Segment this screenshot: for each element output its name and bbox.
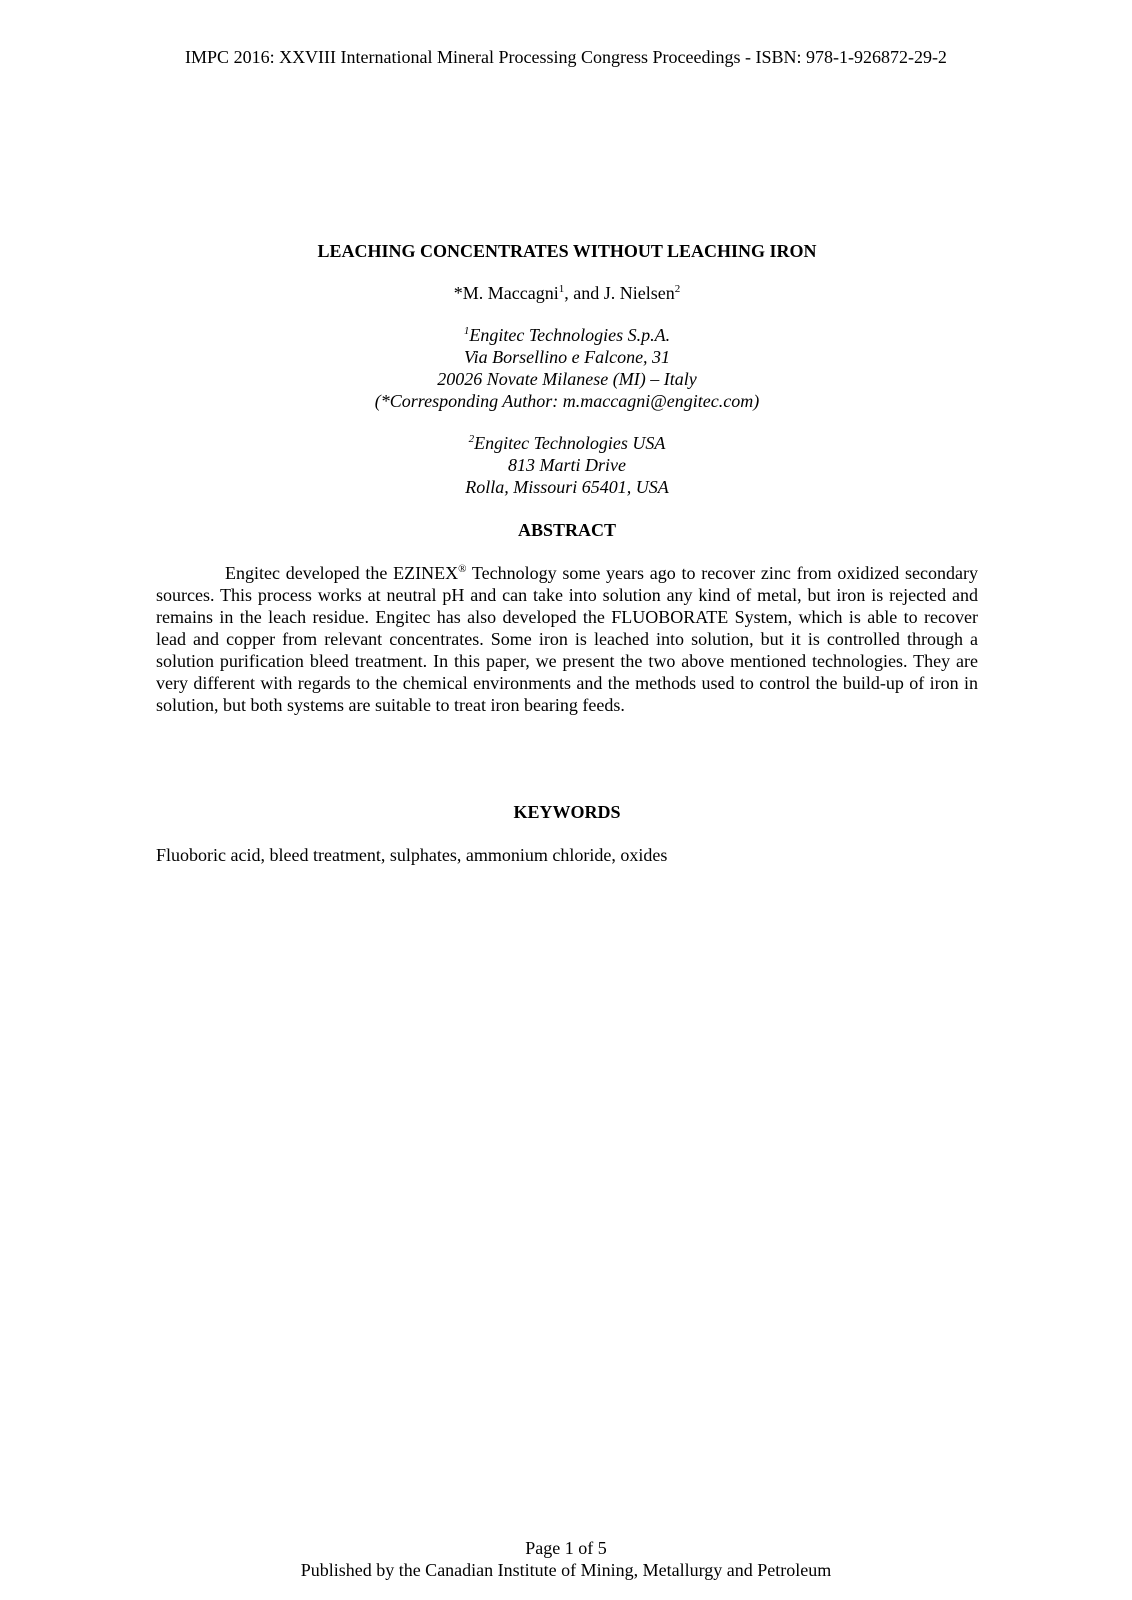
page-number: Page 1 of 5 [525,1538,607,1558]
author-affiliation-mark: 1 [558,283,565,295]
paper-title: LEACHING CONCENTRATES WITHOUT LEACHING IRON [317,241,817,261]
affiliation-line [156,432,978,454]
affiliation-block [156,432,978,498]
abstract-text-rest: Technology some years ago to recover zinc from oxidized secondary sources. This process works at neutral pH and can take into solution any kind of metal, but iron is rejected and remains in the leach residue. Engitec has also developed the FLUOBORATE System, which is able to recover lead and copper from relevant concentrates. Some iron is leached into solution, but it is controlled through a solution purification bleed treatment. In this paper, we present the two above mentioned technologies. They are very different with regards to the chemical environments and the methods used to control the build-up of iron in solution, but both systems are suitable to treat iron bearing feeds. [156,563,978,715]
affiliation-line [156,324,978,346]
keywords-text: Fluoboric acid, bleed treatment, sulphates, ammonium chloride, oxides [156,845,668,865]
affiliation-name: Engitec Technologies USA [474,433,666,453]
affiliation-block [156,324,978,412]
publisher-line: Published by the Canadian Institute of Mining, Metallurgy and Petroleum [300,1560,832,1580]
affiliation-line: 20026 Novate Milanese (MI) – Italy [437,369,697,389]
affiliation-line: Rolla, Missouri 65401, USA [465,477,669,497]
paper-content [156,240,978,866]
keywords-heading: KEYWORDS [513,802,621,822]
affiliation-line: Via Borsellino e Falcone, 31 [463,347,671,367]
author-line [156,282,978,304]
corresponding-author-line: (*Corresponding Author: m.maccagni@engitec.com) [374,391,760,411]
registered-mark: ® [458,563,467,575]
abstract-text-start: Engitec developed the EZINEX [225,563,459,583]
affiliation-name: Engitec Technologies S.p.A. [469,325,671,345]
affiliation-line: 813 Marti Drive [508,455,626,475]
affiliation-mark: 2 [468,433,475,445]
abstract-heading: ABSTRACT [517,520,617,540]
running-header: IMPC 2016: XXVIII International Mineral Processing Congress Proceedings - ISBN: 978-1-926872-29-2 [185,47,947,67]
abstract-text [156,562,978,716]
author-name: *M. Maccagni [453,283,559,303]
author-affiliation-mark: 2 [674,283,681,295]
affiliation-mark: 1 [463,325,470,337]
author-name: , and J. Nielsen [564,283,675,303]
